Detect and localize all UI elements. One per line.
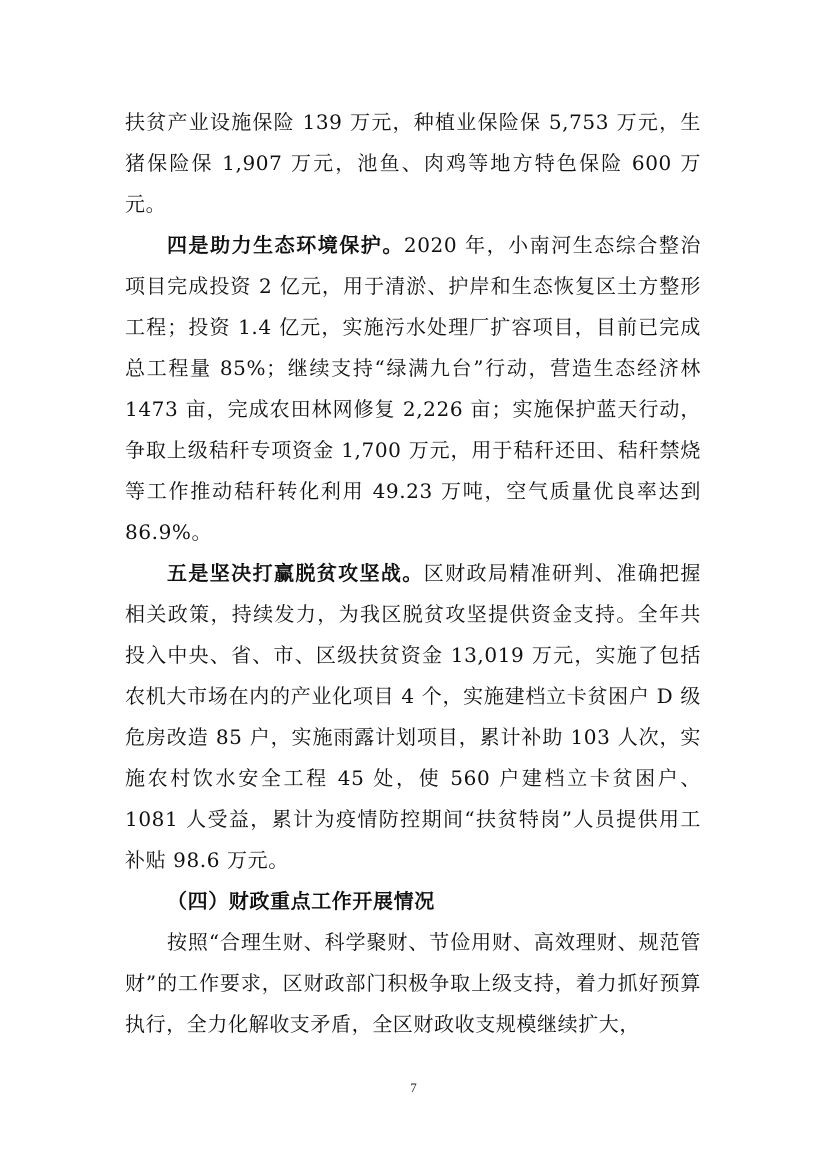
document-body [125,102,701,1045]
paragraph-insurance [125,102,701,225]
paragraph-ecology [125,225,701,553]
paragraph-lead-poverty: 五是坚决打赢脱贫攻坚战。 [167,561,424,585]
section-heading: （四）财政重点工作开展情况 [167,889,435,913]
paragraph-closing: 按照“合理生财、科学聚财、节俭用财、高效理财、规范管财”的工作要求，区财政部门积极争取上级支持，着力抓好预算执行，全力化解收支矛盾，全区财政收支规模继续扩大， [125,930,701,1036]
paragraph-text: 扶贫产业设施保险 139 万元，种植业保险保 5,753 万元，生猪保险保 1,907 万元，池鱼、肉鸡等地方特色保险 600 万元。 [125,110,701,216]
paragraph-poverty [125,553,701,881]
paragraph-text: 区财政局精准研判、准确把握相关政策，持续发力，为我区脱贫攻坚提供资金支持。全年共投入中央、省、市、区级扶贫资金 13,019 万元，实施了包括农机大市场在内的产业化项目 4 个，实施建档立卡贫困户 D 级危房改造 85 户，实施雨露计划项目，累计补助 103 人次，实施农村饮水安全工程 45 处，使 560 户建档立卡贫困户、1081 人受益，累计为疫情防控期间“扶贫特岗”人员提供用工补贴 98.6 万元。 [125,561,701,872]
paragraph-lead-ecology: 四是助力生态环境保护。 [167,233,404,257]
page-number: 7 [410,1080,417,1095]
paragraph-text: 2020 年，小南河生态综合整治项目完成投资 2 亿元，用于清淤、护岸和生态恢复区土方整形工程；投资 1.4 亿元，实施污水处理厂扩容项目，目前已完成总工程量 85%；继续支持“绿满九台”行动，营造生态经济林 1473 亩，完成农田林网修复 2,226 亩；实施保护蓝天行动，争取上级秸秆专项资金 1,700 万元，用于秸秆还田、秸秆禁烧等工作推动秸秆转化利用 49.23 万吨，空气质量优良率达到 86.9%。 [125,233,701,544]
